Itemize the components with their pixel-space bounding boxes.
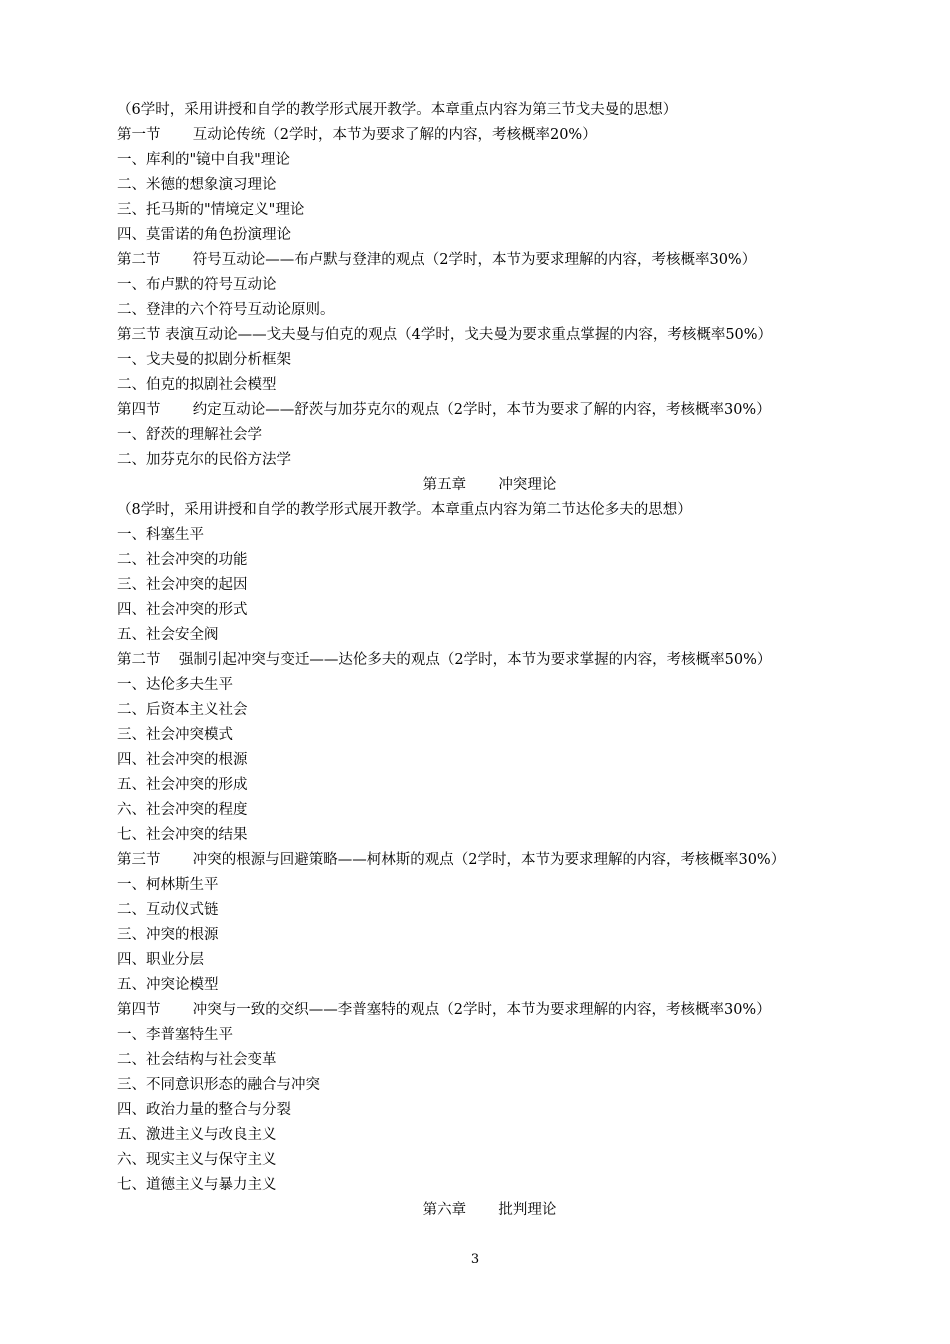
list-item: 二、后资本主义社会: [117, 702, 248, 718]
list-item: 四、职业分层: [117, 952, 204, 968]
list-item: 二、社会冲突的功能: [117, 552, 248, 568]
list-item: 六、社会冲突的程度: [117, 802, 248, 818]
list-item: 一、柯林斯生平: [117, 877, 219, 893]
list-item: 一、舒茨的理解社会学: [117, 427, 262, 443]
list-item: 二、登津的六个符号互动论原则。: [117, 302, 335, 318]
section-heading: 第二节 强制引起冲突与变迁——达伦多夫的观点（2学时，本节为要求掌握的内容，考核概率50%）: [117, 652, 772, 668]
list-item: 一、科塞生平: [117, 527, 204, 543]
list-item: 三、社会冲突的起因: [117, 577, 248, 593]
section-heading: 第四节 约定互动论——舒茨与加芬克尔的观点（2学时，本节为要求了解的内容，考核概率30%）: [117, 402, 771, 418]
section-heading: 第二节 符号互动论——布卢默与登津的观点（2学时，本节为要求理解的内容，考核概率30%）: [117, 252, 757, 268]
list-item: 三、托马斯的"情境定义"理论: [117, 202, 305, 218]
list-item: 一、戈夫曼的拟剧分析框架: [117, 352, 291, 368]
list-item: 二、伯克的拟剧社会模型: [117, 377, 277, 393]
list-item: 一、库利的"镜中自我"理论: [117, 152, 290, 168]
chapter-title: 第五章 冲突理论: [422, 477, 557, 493]
syllabus-content: [117, 98, 862, 1223]
list-item: 五、冲突论模型: [117, 977, 219, 993]
list-item: 一、李普塞特生平: [117, 1027, 233, 1043]
list-item: 五、社会安全阀: [117, 627, 219, 643]
list-item: 四、政治力量的整合与分裂: [117, 1102, 291, 1118]
page-number: 3: [470, 1252, 480, 1267]
chapter-note: （6学时，采用讲授和自学的教学形式展开教学。本章重点内容为第三节戈夫曼的思想）: [117, 102, 678, 118]
list-item: 二、社会结构与社会变革: [117, 1052, 277, 1068]
section-heading: 第三节 表演互动论——戈夫曼与伯克的观点（4学时，戈夫曼为要求重点掌握的内容，考核概率50%）: [117, 327, 773, 343]
list-item: 三、不同意识形态的融合与冲突: [117, 1077, 320, 1093]
list-item: 四、社会冲突的形式: [117, 602, 248, 618]
list-item: 七、道德主义与暴力主义: [117, 1177, 277, 1193]
section-heading: 第四节 冲突与一致的交织——李普塞特的观点（2学时，本节为要求理解的内容，考核概率30%）: [117, 1002, 771, 1018]
list-item: 四、社会冲突的根源: [117, 752, 248, 768]
list-item: 一、布卢默的符号互动论: [117, 277, 277, 293]
list-item: 二、互动仪式链: [117, 902, 219, 918]
list-item: 二、米德的想象演习理论: [117, 177, 277, 193]
list-item: 三、社会冲突模式: [117, 727, 233, 743]
list-item: 五、激进主义与改良主义: [117, 1127, 277, 1143]
list-item: 六、现实主义与保守主义: [117, 1152, 277, 1168]
list-item: 一、达伦多夫生平: [117, 677, 233, 693]
list-item: 七、社会冲突的结果: [117, 827, 248, 843]
section-heading: 第一节 互动论传统（2学时，本节为要求了解的内容，考核概率20%）: [117, 127, 597, 143]
list-item: 二、加芬克尔的民俗方法学: [117, 452, 291, 468]
chapter-note: （8学时，采用讲授和自学的教学形式展开教学。本章重点内容为第二节达伦多夫的思想）: [117, 502, 692, 518]
section-heading: 第三节 冲突的根源与回避策略——柯林斯的观点（2学时，本节为要求理解的内容，考核概率30%）: [117, 852, 786, 868]
list-item: 三、冲突的根源: [117, 927, 219, 943]
list-item: 五、社会冲突的形成: [117, 777, 248, 793]
list-item: 四、莫雷诺的角色扮演理论: [117, 227, 291, 243]
chapter-title: 第六章 批判理论: [422, 1202, 557, 1218]
